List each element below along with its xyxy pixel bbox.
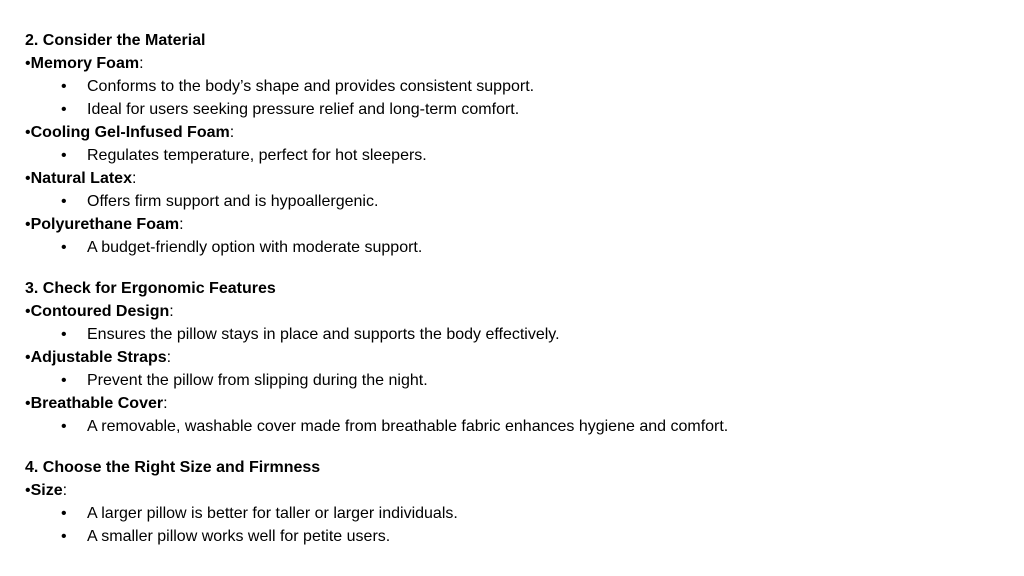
item-breathable-cover [25, 392, 1005, 438]
item-name: Breathable Cover [30, 395, 164, 412]
item-name: Memory Foam [30, 55, 140, 72]
detail-list [25, 323, 1005, 346]
item-contoured-design [25, 300, 1005, 346]
bullet-icon: • [61, 239, 67, 256]
item-cooling-gel-foam [25, 121, 1005, 167]
item-size [25, 479, 1005, 548]
detail-item: • Conforms to the body’s shape and provides consistent support. [25, 75, 1005, 98]
bullet-icon: • [25, 482, 31, 499]
detail-list [25, 236, 1005, 259]
section-size-firmness [25, 456, 1005, 548]
detail-item: • A removable, washable cover made from breathable fabric enhances hygiene and comfort. [25, 415, 1005, 438]
detail-item: • A larger pillow is better for taller or larger individuals. [25, 502, 1005, 525]
detail-item: • A smaller pillow works well for petite users. [25, 525, 1005, 548]
item-name: Adjustable Straps [30, 349, 167, 366]
bullet-icon: • [25, 216, 31, 233]
item-name: Size [30, 482, 63, 499]
bullet-icon: • [25, 170, 31, 187]
bullet-icon: • [61, 528, 67, 545]
bullet-icon: • [25, 124, 31, 141]
detail-list [25, 415, 1005, 438]
bullet-icon: • [25, 303, 31, 320]
detail-item: • Regulates temperature, perfect for hot sleepers. [25, 144, 1005, 167]
colon: : [179, 216, 184, 233]
bullet-icon: • [61, 372, 67, 389]
bullet-icon: • [25, 395, 31, 412]
item-name: Polyurethane Foam [30, 216, 180, 233]
bullet-icon: • [61, 193, 67, 210]
item-name: Cooling Gel-Infused Foam [30, 124, 230, 141]
colon: : [166, 349, 172, 366]
section-heading: 2. Consider the Material [25, 32, 206, 49]
bullet-icon: • [25, 55, 31, 72]
detail-item: • A budget-friendly option with moderate support. [25, 236, 1005, 259]
section-material [25, 29, 1005, 259]
bullet-icon: • [61, 505, 67, 522]
detail-list [25, 502, 1005, 548]
colon: : [229, 124, 235, 141]
detail-item: • Ideal for users seeking pressure relief and long-term comfort. [25, 98, 1005, 121]
detail-item: • Ensures the pillow stays in place and supports the body effectively. [25, 323, 1005, 346]
section-ergonomic [25, 277, 1005, 438]
colon: : [163, 395, 168, 412]
detail-item: • Offers firm support and is hypoallergenic. [25, 190, 1005, 213]
bullet-icon: • [61, 326, 67, 343]
detail-list [25, 369, 1005, 392]
detail-item: • Prevent the pillow from slipping during the night. [25, 369, 1005, 392]
item-memory-foam [25, 52, 1005, 121]
item-name: Contoured Design [30, 303, 170, 320]
slide-content [25, 29, 1005, 548]
colon: : [62, 482, 68, 499]
colon: : [139, 55, 144, 72]
bullet-icon: • [61, 147, 67, 164]
detail-list [25, 190, 1005, 213]
item-polyurethane-foam [25, 213, 1005, 259]
bullet-icon: • [25, 349, 31, 366]
detail-list [25, 144, 1005, 167]
bullet-icon: • [61, 418, 67, 435]
section-heading: 4. Choose the Right Size and Firmness [25, 459, 321, 476]
bullet-icon: • [61, 101, 67, 118]
item-natural-latex [25, 167, 1005, 213]
detail-list [25, 75, 1005, 121]
item-name: Natural Latex [30, 170, 132, 187]
bullet-icon: • [61, 78, 67, 95]
section-heading: 3. Check for Ergonomic Features [25, 280, 276, 297]
colon: : [131, 170, 137, 187]
item-adjustable-straps [25, 346, 1005, 392]
colon: : [169, 303, 174, 320]
